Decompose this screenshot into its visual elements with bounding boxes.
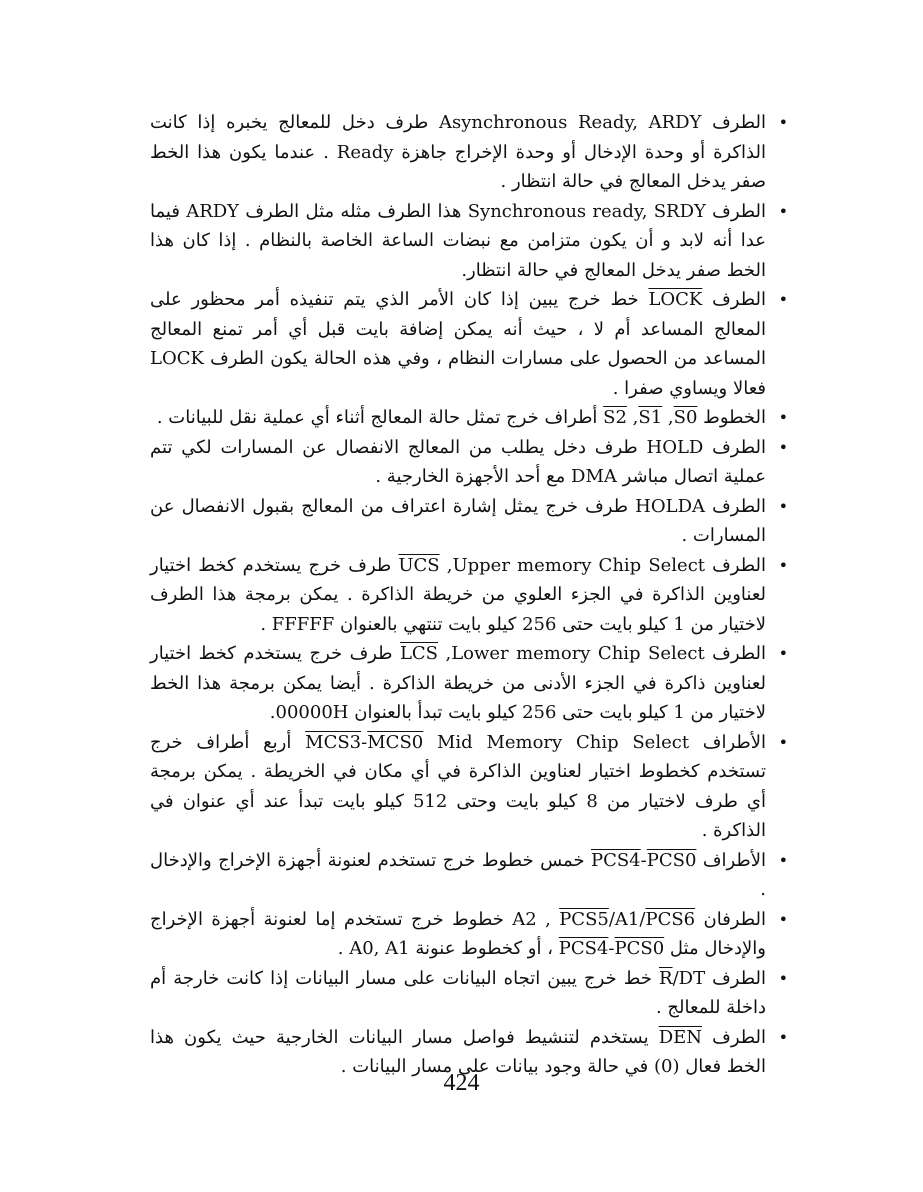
bullet-icon: •	[778, 555, 788, 575]
list-item	[150, 728, 790, 846]
text-segment: أربع أطراف خرج تستخدم كخطوط اختيار لعناوين الذاكرة في أي مكان في الخريطة . يمكن برمجة أي طرف لاختيار من 8 كيلو بايت وحتى 512 كيلو بايت تبدأ عند أي عنوان في الذاكرة .	[150, 731, 767, 841]
overlined-signal-name: MCS3	[305, 731, 362, 753]
text-segment: ,	[626, 407, 639, 428]
list-item	[150, 403, 790, 433]
bullet-icon: •	[778, 732, 788, 752]
bullet-icon: •	[778, 968, 788, 988]
text-segment: /A1 خطوط خرج تستخدم إما لعنونة أجهزة الإخراج والإدخال مثل	[150, 908, 766, 959]
text-segment: الأطراف	[696, 849, 767, 871]
overlined-signal-name: $\overline{LCS}$	[399, 643, 439, 664]
overlined-signal-name: S1	[638, 407, 663, 428]
text-segment: ، أو كخطوط عنونة A0, A1 .	[337, 938, 559, 959]
overlined-signal-name: $\overline{DEN}$	[658, 1026, 703, 1048]
text-segment: الخطوط	[697, 407, 766, 428]
bullet-icon: •	[778, 408, 788, 427]
bullet-icon: •	[778, 909, 788, 929]
bullet-icon: •	[778, 850, 788, 870]
pin-description-list	[150, 108, 790, 1082]
list-item	[150, 639, 790, 728]
text-segment: -	[640, 849, 647, 871]
text-segment: الطرفان	[695, 908, 766, 930]
list-item	[150, 285, 790, 403]
text-segment: الطرف Asynchronous Ready, ARDY طرف دخل للمعالج يخبره إذا كانت الذاكرة أو وحدة الإدخال أو وحدة الإخراج جاهزة Ready . عندما يكون هذا الخط صفر يدخل المعالج في حالة انتظار .	[150, 112, 766, 192]
text-segment: خط خرج يبين اتجاه البيانات على مسار البيانات إذا كانت خارجة أم داخلة للمعالج .	[150, 967, 766, 1018]
overlined-signal-name: LOCK	[648, 289, 703, 310]
overlined-signal-name: S2	[603, 407, 627, 428]
list-item	[150, 108, 790, 197]
list-item	[150, 433, 790, 492]
text-segment: /A2 ,	[512, 908, 646, 930]
text-segment: الأطراف Mid Memory Chip Select	[423, 731, 766, 753]
overlined-signal-name: PCS0	[614, 938, 665, 959]
text-segment: الطرف Lower memory Chip Select,	[438, 643, 766, 664]
text-segment: -	[361, 731, 368, 753]
overlined-signal-name: PCS0	[646, 849, 697, 871]
text-segment: خط خرج يبين إذا كان الأمر الذي يتم تنفيذه أمر محظور على المعالج المساعد أم لا ، حيث أنه يمكن إضافة بايت قبل أي أمر تمنع المعالج المساعد من الحصول على مسارات النظام ، وفي هذه الحالة يكون الطرف LOCK فعالا ويساوي صفرا .	[150, 289, 766, 399]
list-item	[150, 964, 790, 1023]
bullet-icon: •	[778, 113, 788, 132]
bullet-icon: •	[778, 496, 788, 516]
text-segment: -	[608, 938, 615, 959]
overlined-signal-name: S0	[673, 407, 698, 428]
text-segment: الطرف Synchronous ready, SRDY هذا الطرف مثله مثل الطرف ARDY فيما عدا أنه لابد و أن يكون متزامن مع نبضات الساعة الخاصة بالنظام . إذا كان هذا الخط صفر يدخل المعالج في حالة انتظار.	[150, 200, 767, 281]
text-segment: الطرف	[702, 289, 766, 310]
text-segment: خمس خطوط خرج تستخدم لعنونة أجهزة الإخراج والإدخال .	[150, 849, 766, 900]
text-segment: طرف خرج يستخدم كخط اختيار لعناوين ذاكرة في الجزء الأدنى من خريطة الذاكرة . أيضا يمكن برمجة هذا الخط لاختيار من 1 كيلو بايت حتى 256 كيلو بايت تبدأ بالعنوان 00000H.	[150, 643, 766, 723]
overlined-signal-name: PCS4	[558, 938, 609, 959]
bullet-icon: •	[778, 437, 788, 457]
bullet-icon: •	[778, 644, 788, 663]
text-segment: الطرف HOLD طرف دخل يطلب من المعالج الانفصال عن المسارات لكي تتم عملية اتصال مباشر DMA مع أحد الأجهزة الخارجية .	[150, 436, 766, 487]
list-item	[150, 551, 790, 640]
text-segment: طرف خرج يستخدم كخط اختيار لعناوين الذاكرة في الجزء العلوي من خريطة الذاكرة . يمكن برمجة هذا الطرف لاختيار من 1 كيلو بايت حتى 256 كيلو بايت تنتهي بالعنوان FFFFF .	[150, 554, 766, 635]
bullet-icon: •	[778, 290, 788, 309]
list-item	[150, 492, 790, 551]
overlined-signal-name: PCS6	[645, 908, 696, 930]
overlined-signal-name: MCS0	[367, 731, 424, 753]
list-item	[150, 197, 790, 286]
text-segment: يستخدم لتنشيط فواصل مسار البيانات الخارجية حيث يكون هذا الخط فعال (0) في حالة وجود بيانات على مسار البيانات .	[150, 1026, 766, 1077]
text-segment: الطرف Upper memory Chip Select,	[439, 554, 766, 576]
text-segment: الطرف	[702, 1026, 766, 1048]
overlined-signal-name: $\overline{R}$	[659, 967, 673, 989]
text-segment: ,	[662, 407, 674, 428]
bullet-icon: •	[778, 1027, 788, 1047]
overlined-signal-name: PCS4	[590, 849, 641, 871]
page-number: 424	[443, 1070, 480, 1096]
overlined-signal-name: $\overline{UCS}$	[398, 554, 440, 576]
list-item	[150, 846, 790, 905]
document-body	[150, 108, 790, 1082]
list-item	[150, 905, 790, 964]
text-segment: الطرف DT/	[672, 967, 766, 989]
bullet-icon: •	[778, 201, 788, 221]
text-segment: الطرف HOLDA طرف خرج يمثل إشارة اعتراف من المعالج بقبول الانفصال عن المسارات .	[150, 495, 766, 546]
text-segment: أطراف خرج تمثل حالة المعالج أثناء أي عملية نقل للبيانات .	[156, 407, 604, 428]
overlined-signal-name: PCS5	[559, 908, 609, 930]
